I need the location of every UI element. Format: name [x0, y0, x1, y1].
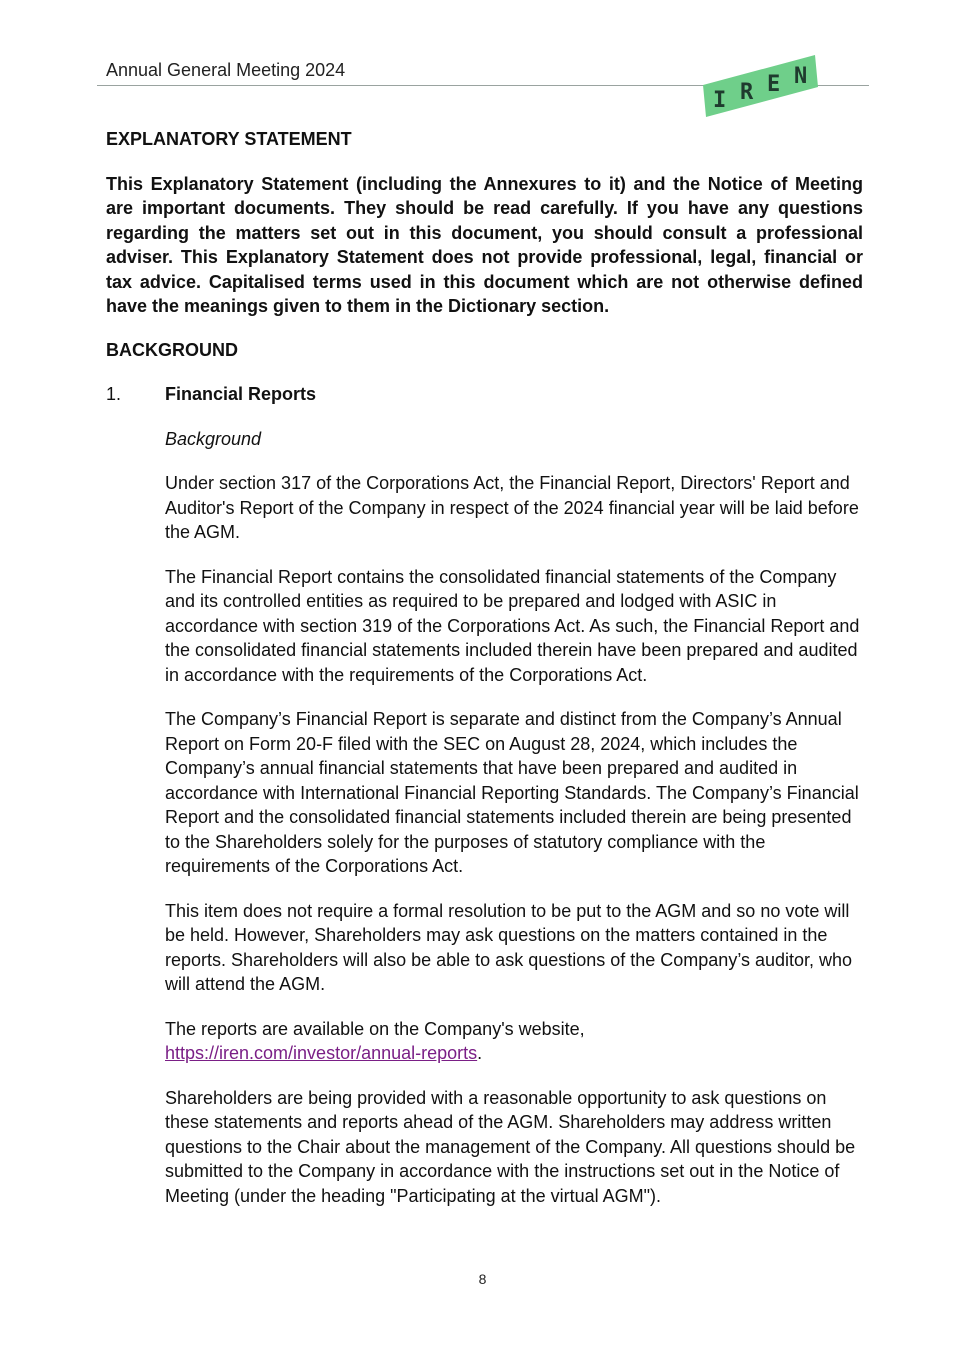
document-body: [106, 127, 863, 1228]
svg-text:I: I: [713, 88, 727, 113]
statement-heading: EXPLANATORY STATEMENT: [106, 129, 352, 149]
background-heading: BACKGROUND: [106, 339, 238, 360]
page-number: 8: [478, 1271, 487, 1287]
paragraph-no-resolution: This item does not require a formal resolution to be put to the AGM and so no vote will be held. However, Shareholders may ask questions on the matters contained in the reports. Shareholders will also be able to ask questions of the Company’s auditor, who will attend the AGM.: [165, 900, 853, 994]
reports-available-end: .: [477, 1043, 483, 1063]
header-title: Annual General Meeting 2024: [106, 60, 346, 80]
iren-logo: [703, 55, 818, 117]
item-title: Financial Reports: [165, 384, 317, 404]
svg-text:N: N: [794, 64, 808, 89]
item-subheading: Background: [165, 428, 262, 449]
paragraph-reports-available: [165, 1017, 865, 1066]
paragraph-section-317: Under section 317 of the Corporations Act, the Financial Report, Directors' Report and Auditor's Report of the Company in respect of the 2024 financial year will be laid before the AGM.: [165, 473, 859, 542]
item-heading: [106, 382, 863, 407]
paragraph-shareholder-questions: Shareholders are being provided with a reasonable opportunity to ask questions on these statements and reports ahead of the AGM. Shareholders may address written questions to the Chair about the management of the Company. All questions should be submitted to the Company in accordance with the instructions set out in the Notice of Meeting (under the heading "Participating at the virtual AGM").: [165, 1087, 856, 1206]
paragraph-form-20f: The Company’s Financial Report is separate and distinct from the Company’s Annual Report on Form 20-F filed with the SEC on August 28, 2024, which includes the Company’s annual financial statements that have been prepared and audited in accordance with International Financial Reporting Standards. The Company’s Financial Report and the consolidated financial statements included therein are being presented to the Shareholders solely for the purposes of statutory compliance with the requirements of the Corporations Act.: [165, 709, 859, 876]
annual-reports-link[interactable]: https://iren.com/investor/annual-reports: [165, 1043, 478, 1063]
paragraph-financial-report: The Financial Report contains the consolidated financial statements of the Company and its controlled entities as required to be prepared and lodged with ASIC in accordance with section 319 of the Corporations Act. As such, the Financial Report and the consolidated financial statements included therein have been prepared and audited in accordance with the requirements of the Corporations Act.: [165, 566, 860, 685]
svg-text:E: E: [767, 72, 781, 97]
svg-text:R: R: [740, 80, 754, 105]
intro-paragraph: This Explanatory Statement (including the Annexures to it) and the Notice of Meeting are important documents. They should be read carefully. If you have any questions regarding the matters set out in this document, you should consult a professional adviser. This Explanatory Statement does not provide professional, legal, financial or tax advice. Capitalised terms used in this document which are not otherwise defined have the meanings given to them in the Dictionary section.: [106, 173, 863, 316]
item-body: [165, 427, 865, 1209]
item-number: 1.: [106, 384, 122, 404]
reports-available-text: The reports are available on the Company's website,: [165, 1018, 585, 1039]
